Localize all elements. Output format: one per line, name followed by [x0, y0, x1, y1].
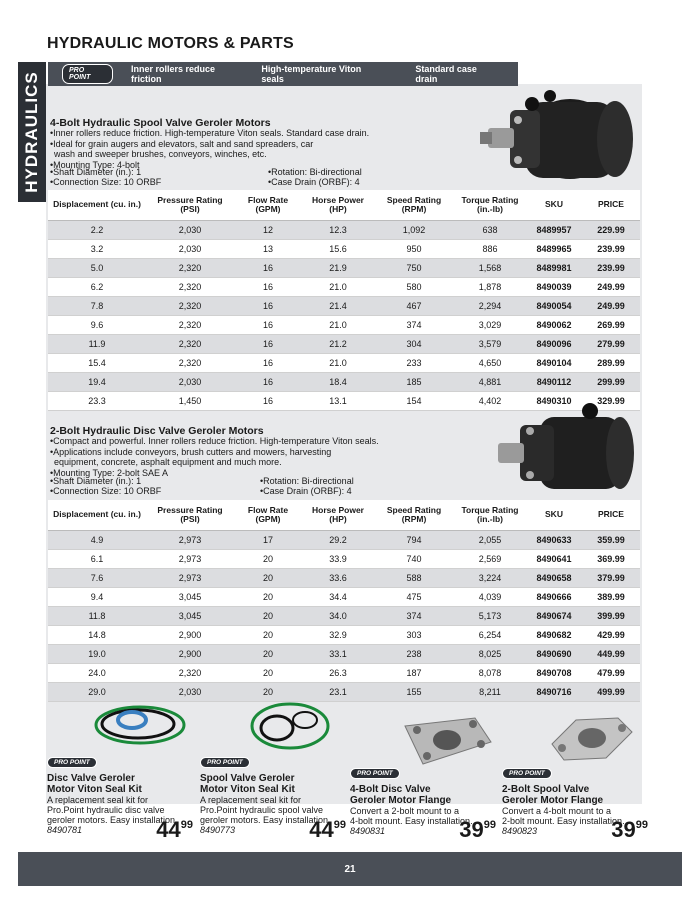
col-header: Flow Rate (GPM) [234, 500, 302, 530]
table-cell: 8490054 [526, 296, 582, 315]
side-tab [18, 62, 46, 202]
col-header: SKU [526, 190, 582, 220]
table-row [48, 682, 640, 701]
col-header: Displacement (cu. in.) [48, 500, 146, 530]
table-cell: 19.4 [48, 372, 146, 391]
table-cell: 21.9 [302, 258, 374, 277]
table-cell: 750 [374, 258, 454, 277]
table-cell: 2,030 [146, 372, 234, 391]
product-spool-seal-kit[interactable] [200, 751, 348, 842]
table-cell: 9.6 [48, 315, 146, 334]
bullet: •Mounting Type: 2-bolt SAE A [50, 467, 169, 478]
table-cell: 1,092 [374, 220, 454, 239]
table-cell: 8490039 [526, 277, 582, 296]
table-cell: 475 [374, 587, 454, 606]
table-cell: 429.99 [582, 625, 640, 644]
table-cell: 26.3 [302, 663, 374, 682]
product-desc: Convert a 2-bolt mount to a 4-bolt mount. Easy installation. [350, 806, 473, 826]
product-disc-seal-kit[interactable] [47, 751, 195, 842]
table-cell: 8490666 [526, 587, 582, 606]
table-cell: 6.2 [48, 277, 146, 296]
section1-bullets [50, 128, 410, 170]
bullet: •Compact and powerful. Inner rollers reduce friction. High-temperature Viton seals. [50, 436, 379, 446]
table-cell: 389.99 [582, 587, 640, 606]
table-cell: 16 [234, 353, 302, 372]
table-cell: 33.6 [302, 568, 374, 587]
pro-point-badge: PRO POINT [502, 768, 552, 779]
product-sku: 8490773 [200, 825, 236, 835]
table-cell: 8489965 [526, 239, 582, 258]
table-cell: 5.0 [48, 258, 146, 277]
table-cell: 24.0 [48, 663, 146, 682]
col-header: Torque Rating (in.-lb) [454, 190, 526, 220]
table-cell: 2,900 [146, 644, 234, 663]
table-cell: 2,320 [146, 315, 234, 334]
table-cell: 154 [374, 391, 454, 410]
page-footer [18, 852, 682, 886]
spec-table-2-bolt [48, 500, 640, 702]
spec: •Case Drain (ORBF): 4 [268, 177, 360, 187]
bullet: •Ideal for grain augers and elevators, salt and sand spreaders, car [50, 138, 314, 149]
table-cell: 21.0 [302, 315, 374, 334]
spec: •Shaft Diameter (in.): 1 [50, 476, 142, 486]
table-cell: 20 [234, 549, 302, 568]
product-price: $44^{99}$ [156, 817, 193, 842]
table-cell: 2,294 [454, 296, 526, 315]
table-cell: 3,045 [146, 606, 234, 625]
table-cell: 2,320 [146, 277, 234, 296]
pro-point-logo: PRO POINT [62, 64, 113, 84]
table-cell: 369.99 [582, 549, 640, 568]
table-cell: 2.2 [48, 220, 146, 239]
table-cell: 34.0 [302, 606, 374, 625]
table-cell: 2,973 [146, 549, 234, 568]
bullet: •Mounting Type: 4-bolt [50, 159, 140, 170]
page-number: 21 [344, 863, 356, 875]
page-title: HYDRAULIC MOTORS & PARTS [47, 35, 294, 52]
table-cell: 8490062 [526, 315, 582, 334]
table-cell: 16 [234, 372, 302, 391]
product-name: Spool Valve Geroler Motor Viton Seal Kit [200, 773, 295, 795]
product-2-bolt-flange[interactable] [502, 762, 650, 842]
table-cell: 20 [234, 568, 302, 587]
table-cell: 886 [454, 239, 526, 258]
table-cell: 155 [374, 682, 454, 701]
table-cell: 239.99 [582, 239, 640, 258]
table-cell: 269.99 [582, 315, 640, 334]
product-price: $39^{99}$ [611, 817, 648, 842]
table-cell: 374 [374, 315, 454, 334]
pro-point-badge: PRO POINT [200, 757, 250, 768]
table-cell: 359.99 [582, 530, 640, 549]
table-cell: 4,039 [454, 587, 526, 606]
col-header: PRICE [582, 190, 640, 220]
table-cell: 794 [374, 530, 454, 549]
table-cell: 1,450 [146, 391, 234, 410]
table-cell: 29.0 [48, 682, 146, 701]
table-cell: 239.99 [582, 258, 640, 277]
table-cell: 13.1 [302, 391, 374, 410]
table-cell: 2,320 [146, 663, 234, 682]
table-row [48, 277, 640, 296]
feature-2: High-temperature Viton seals [261, 64, 362, 84]
col-header: Speed Rating (RPM) [374, 190, 454, 220]
product-sku: 8490781 [47, 825, 83, 835]
pro-point-badge: PRO POINT [47, 757, 97, 768]
table-cell: 16 [234, 296, 302, 315]
table-cell: 3,029 [454, 315, 526, 334]
spec: •Rotation: Bi-directional [268, 167, 362, 177]
table-cell: 8,078 [454, 663, 526, 682]
table-cell: 8490716 [526, 682, 582, 701]
table-row [48, 296, 640, 315]
table-cell: 2,320 [146, 334, 234, 353]
col-header: Flow Rate (GPM) [234, 190, 302, 220]
table-cell: 479.99 [582, 663, 640, 682]
spec: •Shaft Diameter (in.): 1 [50, 167, 142, 177]
table-cell: 2,030 [146, 239, 234, 258]
table-row [48, 353, 640, 372]
table-cell: 16 [234, 334, 302, 353]
table-cell: 8490096 [526, 334, 582, 353]
col-header: Torque Rating (in.-lb) [454, 500, 526, 530]
table-cell: 8490658 [526, 568, 582, 587]
table-cell: 2,320 [146, 258, 234, 277]
table-cell: 19.0 [48, 644, 146, 663]
table-cell: 21.0 [302, 353, 374, 372]
table-cell: 13 [234, 239, 302, 258]
table-cell: 20 [234, 606, 302, 625]
table-cell: 33.9 [302, 549, 374, 568]
table-cell: 304 [374, 334, 454, 353]
spec: •Connection Size: 10 ORBF [50, 177, 162, 187]
table-cell: 8490690 [526, 644, 582, 663]
table-cell: 638 [454, 220, 526, 239]
table-cell: 2,030 [146, 220, 234, 239]
bullet: wash and sweeper brushes, conveyors, winches, etc. [54, 149, 267, 159]
table-cell: 20 [234, 587, 302, 606]
table-cell: 279.99 [582, 334, 640, 353]
table-cell: 21.2 [302, 334, 374, 353]
side-tab-label: HYDRAULICS [22, 71, 41, 193]
table-row [48, 258, 640, 277]
table-cell: 20 [234, 644, 302, 663]
product-sku: 8490831 [350, 826, 386, 836]
table-cell: 2,320 [146, 296, 234, 315]
feature-bar [48, 62, 518, 86]
spec: •Case Drain (ORBF): 4 [260, 486, 352, 496]
table-row [48, 530, 640, 549]
table-cell: 740 [374, 549, 454, 568]
col-header: Pressure Rating (PSI) [146, 500, 234, 530]
table-cell: 229.99 [582, 220, 640, 239]
col-header: Horse Power (HP) [302, 190, 374, 220]
table-cell: 588 [374, 568, 454, 587]
product-price: $39^{99}$ [459, 817, 496, 842]
product-name: 4-Bolt Disc Valve Geroler Motor Flange [350, 784, 452, 806]
table-cell: 4,650 [454, 353, 526, 372]
table-cell: 3.2 [48, 239, 146, 258]
table-header-row [48, 190, 640, 220]
col-header: SKU [526, 500, 582, 530]
table-cell: 329.99 [582, 391, 640, 410]
feature-3: Standard case drain [415, 64, 477, 84]
table-cell: 17 [234, 530, 302, 549]
table-cell: 399.99 [582, 606, 640, 625]
col-header: Speed Rating (RPM) [374, 500, 454, 530]
4-bolt-flange-image [395, 712, 495, 768]
table-cell: 3,045 [146, 587, 234, 606]
table-cell: 8490310 [526, 391, 582, 410]
product-desc: A replacement seal kit for Pro.Point hydraulic spool valve geroler motors. Easy installation. [200, 795, 331, 825]
table-cell: 11.9 [48, 334, 146, 353]
2-bolt-flange-image [546, 710, 636, 766]
table-cell: 20 [234, 663, 302, 682]
table-cell: 249.99 [582, 277, 640, 296]
col-header: Displacement (cu. in.) [48, 190, 146, 220]
bullet: •Inner rollers reduce friction. High-temperature Viton seals. Standard case drain. [50, 128, 370, 138]
table-cell: 21.4 [302, 296, 374, 315]
table-cell: 2,055 [454, 530, 526, 549]
table-row [48, 625, 640, 644]
4-bolt-motor-image [470, 84, 640, 194]
bullet: •Applications include conveyors, brush cutters and mowers, harvesting [50, 446, 332, 457]
table-cell: 6,254 [454, 625, 526, 644]
table-row [48, 372, 640, 391]
table-cell: 289.99 [582, 353, 640, 372]
table-cell: 3,224 [454, 568, 526, 587]
product-sku: 8490823 [502, 826, 538, 836]
table-cell: 6.1 [48, 549, 146, 568]
section1-title: 4-Bolt Hydraulic Spool Valve Geroler Motors [50, 117, 271, 129]
product-name: 2-Bolt Spool Valve Geroler Motor Flange [502, 784, 604, 806]
section2-bullets [50, 436, 410, 478]
table-cell: 185 [374, 372, 454, 391]
feature-1: Inner rollers reduce friction [131, 64, 216, 84]
table-cell: 16 [234, 277, 302, 296]
col-header: Horse Power (HP) [302, 500, 374, 530]
pro-point-badge: PRO POINT [350, 768, 400, 779]
table-cell: 8490708 [526, 663, 582, 682]
table-cell: 11.8 [48, 606, 146, 625]
table-cell: 15.4 [48, 353, 146, 372]
table-cell: 4,402 [454, 391, 526, 410]
table-cell: 20 [234, 625, 302, 644]
table-cell: 299.99 [582, 372, 640, 391]
table-cell: 1,568 [454, 258, 526, 277]
table-cell: 4.9 [48, 530, 146, 549]
table-cell: 8490112 [526, 372, 582, 391]
table-cell: 14.8 [48, 625, 146, 644]
spool-seal-kit-image [245, 698, 335, 754]
table-cell: 7.6 [48, 568, 146, 587]
table-cell: 8490674 [526, 606, 582, 625]
spec: •Rotation: Bi-directional [260, 476, 354, 486]
section2-title: 2-Bolt Hydraulic Disc Valve Geroler Motors [50, 425, 264, 437]
table-cell: 187 [374, 663, 454, 682]
table-cell: 249.99 [582, 296, 640, 315]
table-cell: 2,973 [146, 530, 234, 549]
table-cell: 8,211 [454, 682, 526, 701]
product-4-bolt-flange[interactable] [350, 762, 498, 842]
table-cell: 20 [234, 682, 302, 701]
table-row [48, 568, 640, 587]
spec: •Connection Size: 10 ORBF [50, 486, 162, 496]
table-cell: 379.99 [582, 568, 640, 587]
table-cell: 580 [374, 277, 454, 296]
product-price: $44^{99}$ [309, 817, 346, 842]
table-cell: 16 [234, 315, 302, 334]
table-cell: 8490682 [526, 625, 582, 644]
table-cell: 2,030 [146, 682, 234, 701]
table-cell: 12.3 [302, 220, 374, 239]
table-cell: 238 [374, 644, 454, 663]
table-row [48, 644, 640, 663]
table-cell: 303 [374, 625, 454, 644]
table-row [48, 334, 640, 353]
spec-table-4-bolt [48, 190, 640, 411]
table-cell: 374 [374, 606, 454, 625]
table-cell: 950 [374, 239, 454, 258]
table-cell: 8,025 [454, 644, 526, 663]
table-cell: 1,878 [454, 277, 526, 296]
disc-seal-kit-image [90, 700, 190, 750]
table-header-row [48, 500, 640, 530]
table-cell: 16 [234, 258, 302, 277]
table-cell: 29.2 [302, 530, 374, 549]
table-cell: 7.8 [48, 296, 146, 315]
table-cell: 8489981 [526, 258, 582, 277]
table-cell: 8490641 [526, 549, 582, 568]
table-cell: 23.3 [48, 391, 146, 410]
table-cell: 2,900 [146, 625, 234, 644]
table-row [48, 315, 640, 334]
table-cell: 2,569 [454, 549, 526, 568]
table-row [48, 239, 640, 258]
table-cell: 32.9 [302, 625, 374, 644]
product-desc: A replacement seal kit for Pro.Point hydraulic disc valve geroler motors. Easy installation. [47, 795, 178, 825]
table-cell: 2,320 [146, 353, 234, 372]
product-name: Disc Valve Geroler Motor Viton Seal Kit [47, 773, 142, 795]
table-cell: 3,579 [454, 334, 526, 353]
table-cell: 16 [234, 391, 302, 410]
col-header: Pressure Rating (PSI) [146, 190, 234, 220]
table-row [48, 606, 640, 625]
table-cell: 8489957 [526, 220, 582, 239]
table-cell: 23.1 [302, 682, 374, 701]
table-row [48, 587, 640, 606]
table-cell: 33.1 [302, 644, 374, 663]
2-bolt-motor-image [490, 395, 640, 505]
table-cell: 12 [234, 220, 302, 239]
table-cell: 8490104 [526, 353, 582, 372]
product-desc: Convert a 4-bolt mount to a 2-bolt mount. Easy installation. [502, 806, 625, 826]
table-cell: 9.4 [48, 587, 146, 606]
table-cell: 499.99 [582, 682, 640, 701]
bullet: equipment, concrete, asphalt equipment and much more. [54, 457, 282, 467]
table-cell: 34.4 [302, 587, 374, 606]
table-cell: 233 [374, 353, 454, 372]
col-header: PRICE [582, 500, 640, 530]
table-cell: 2,973 [146, 568, 234, 587]
table-cell: 8490633 [526, 530, 582, 549]
table-row [48, 663, 640, 682]
table-cell: 467 [374, 296, 454, 315]
table-cell: 4,881 [454, 372, 526, 391]
table-cell: 18.4 [302, 372, 374, 391]
table-cell: 15.6 [302, 239, 374, 258]
table-cell: 449.99 [582, 644, 640, 663]
table-cell: 21.0 [302, 277, 374, 296]
table-row [48, 220, 640, 239]
table-row [48, 549, 640, 568]
table-cell: 5,173 [454, 606, 526, 625]
